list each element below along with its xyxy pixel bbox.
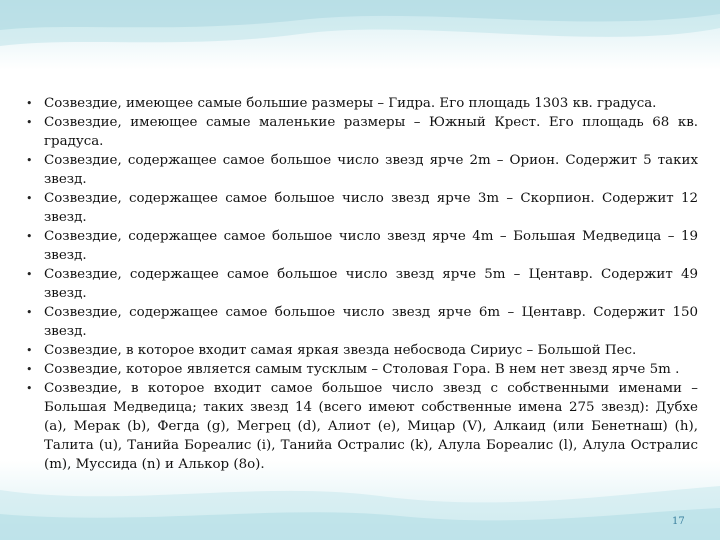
list-item	[24, 151, 698, 189]
list-item-text: Созвездие, имеющее самые большие размеры – Гидра. Его площадь 1303 кв. градуса.	[44, 96, 657, 111]
list-item-text: Созвездие, имеющее самые маленькие размеры – Южный Крест. Его площадь 68 кв. градуса.	[44, 115, 698, 149]
list-item	[24, 189, 698, 227]
list-item-text: Созвездие, которое является самым тусклым – Столовая Гора. В нем нет звезд ярче 5m .	[44, 362, 680, 377]
bullet-icon: •	[26, 344, 33, 357]
list-item-text: Созвездие, содержащее самое большое число звезд ярче 3m – Скорпион. Содержит 12 звезд.	[44, 191, 698, 225]
bullet-icon: •	[26, 363, 33, 376]
bullet-icon: •	[26, 192, 33, 205]
list-item-text: Созвездие, в которое входит самое большое число звезд с собственными именами – Большая Медведица; таких звезд 14 (всего имеют собственные имена 275 звезд): Дубхе (a), Мерак (b), Фегда (g), Мегрец (d), Алиот (e), Мицар (V), Алкаид (или Бенетнаш) (h), Талита (u), Танийа Бореалис (i), Танийа Остралис (k), Алула Бореалис (l), Алула Остралис (m), Муссида (n) и Алькор (8o).	[44, 381, 698, 472]
list-item	[24, 360, 698, 379]
slide-content	[24, 94, 698, 474]
list-item	[24, 341, 698, 360]
page-number: 17	[672, 516, 685, 527]
list-item-text: Созвездие, содержащее самое большое число звезд ярче 4m – Большая Медведица – 19 звезд.	[44, 229, 698, 263]
bullet-icon: •	[26, 382, 33, 395]
facts-list	[24, 94, 698, 474]
bullet-icon: •	[26, 116, 33, 129]
list-item	[24, 94, 698, 113]
bullet-icon: •	[26, 306, 33, 319]
list-item	[24, 303, 698, 341]
list-item	[24, 379, 698, 474]
list-item	[24, 113, 698, 151]
list-item	[24, 227, 698, 265]
bullet-icon: •	[26, 97, 33, 110]
list-item-text: Созвездие, содержащее самое большое число звезд ярче 2m – Орион. Содержит 5 таких звезд.	[44, 153, 698, 187]
list-item-text: Созвездие, содержащее самое большое число звезд ярче 5m – Центавр. Содержит 49 звезд.	[44, 267, 698, 301]
bullet-icon: •	[26, 154, 33, 167]
bullet-icon: •	[26, 230, 33, 243]
list-item	[24, 265, 698, 303]
top-wave-decoration	[0, 0, 720, 80]
list-item-text: Созвездие, содержащее самое большое число звезд ярче 6m – Центавр. Содержит 150 звезд.	[44, 305, 698, 339]
list-item-text: Созвездие, в которое входит самая яркая звезда небосвода Сириус – Большой Пес.	[44, 343, 637, 358]
bullet-icon: •	[26, 268, 33, 281]
